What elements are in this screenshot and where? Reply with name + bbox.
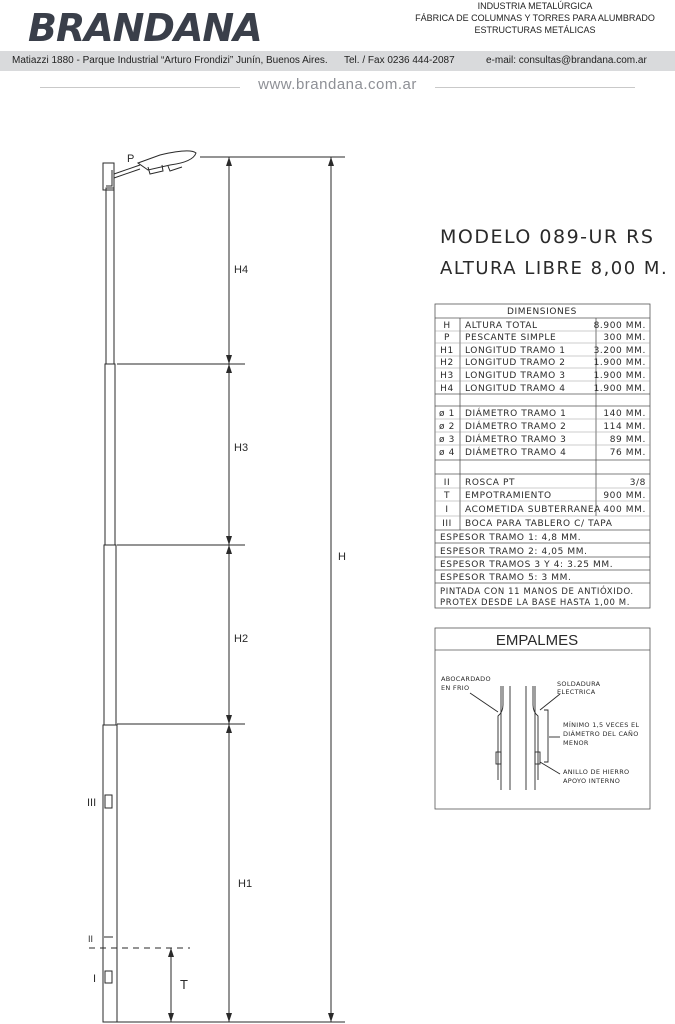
model-title: MODELO 089-UR RS bbox=[440, 226, 655, 248]
email-text: e-mail: consultas@brandana.com.ar bbox=[486, 55, 647, 66]
dimension-code: III bbox=[442, 519, 452, 529]
dimension-code: H2 bbox=[440, 358, 454, 368]
dimension-value: 1.900 MM. bbox=[593, 371, 646, 381]
anillo-label-1: ANILLO DE HIERRO bbox=[563, 768, 630, 776]
website-text: www.brandana.com.ar bbox=[258, 76, 417, 93]
dimension-code: H4 bbox=[440, 384, 454, 394]
dimension-value: 1.900 MM. bbox=[593, 384, 646, 394]
dimension-code: T bbox=[443, 491, 451, 501]
dimension-description: PESCANTE SIMPLE bbox=[465, 333, 557, 343]
dimension-description: ALTURA TOTAL bbox=[465, 321, 538, 331]
dimension-value: 89 MM. bbox=[609, 435, 646, 445]
door-i-marker bbox=[105, 971, 112, 983]
luminaire bbox=[138, 151, 196, 170]
dimension-code: H bbox=[443, 321, 451, 331]
dimension-description: DIÁMETRO TRAMO 3 bbox=[465, 435, 567, 445]
brand-logo: BRANDANA bbox=[28, 6, 262, 50]
empalmes-title: EMPALMES bbox=[495, 632, 579, 649]
thickness-note: ESPESOR TRAMOS 3 Y 4: 3.25 MM. bbox=[440, 560, 614, 570]
dimension-description: ROSCA PT bbox=[465, 478, 516, 488]
anillo-label-2: APOYO INTERNO bbox=[563, 777, 621, 785]
dimension-value: 1.900 MM. bbox=[593, 358, 646, 368]
minimo-label-3: MENOR bbox=[563, 739, 589, 747]
model-height: ALTURA LIBRE 8,00 M. bbox=[440, 258, 669, 279]
company-line-2: FÁBRICA DE COLUMNAS Y TORRES PARA ALUMBRADO bbox=[415, 13, 655, 23]
dimension-code: ø 4 bbox=[439, 448, 455, 458]
pole-section-2 bbox=[104, 545, 116, 725]
dimension-value: 8.900 MM. bbox=[593, 321, 646, 331]
label-h: H bbox=[338, 551, 346, 563]
dimension-code: II bbox=[443, 478, 451, 488]
bracket-joint bbox=[106, 170, 112, 186]
thickness-note: ESPESOR TRAMO 1: 4,8 MM. bbox=[440, 533, 582, 543]
dimension-description: EMPOTRAMIENTO bbox=[465, 491, 552, 501]
address-text: Matiazzi 1880 - Parque Industrial “Arturo Frondizi” Junín, Buenos Aires. bbox=[12, 55, 328, 66]
dimension-value: 3.200 MM. bbox=[593, 346, 646, 356]
dimension-code: P bbox=[443, 333, 451, 343]
abocardado-label-1: ABOCARDADO bbox=[441, 675, 491, 683]
label-t: T bbox=[180, 977, 188, 992]
dimension-value: 76 MM. bbox=[609, 448, 646, 458]
dimension-code: ø 1 bbox=[439, 409, 455, 419]
label-p: P bbox=[127, 153, 135, 165]
label-iii: III bbox=[87, 797, 97, 809]
dimension-value: 3/8 bbox=[629, 478, 646, 488]
dimension-value: 400 MM. bbox=[603, 505, 646, 515]
dimension-description: DIÁMETRO TRAMO 4 bbox=[465, 448, 567, 458]
dimension-value: 140 MM. bbox=[603, 409, 646, 419]
pole-section-3 bbox=[105, 364, 115, 545]
dimension-description: LONGITUD TRAMO 4 bbox=[465, 384, 566, 394]
dimension-description: LONGITUD TRAMO 3 bbox=[465, 371, 566, 381]
dimension-code: I bbox=[445, 505, 449, 515]
soldadura-label-2: ELECTRICA bbox=[557, 688, 596, 696]
bracket-arm bbox=[114, 165, 140, 174]
minimo-label-2: DIÁMETRO DEL CAÑO bbox=[563, 730, 639, 738]
label-i: I bbox=[93, 973, 97, 985]
dimension-value: 300 MM. bbox=[603, 333, 646, 343]
paint-note-2: PROTEX DESDE LA BASE HASTA 1,00 M. bbox=[440, 598, 631, 608]
empalme-detail-drawing bbox=[470, 686, 560, 790]
dimensions-header: DIMENSIONES bbox=[507, 307, 577, 317]
soldadura-label-1: SOLDADURA bbox=[557, 680, 601, 688]
thickness-note: ESPESOR TRAMO 2: 4,05 MM. bbox=[440, 547, 588, 557]
dimension-code: H1 bbox=[440, 346, 454, 356]
company-line-3: ESTRUCTURAS METÁLICAS bbox=[474, 25, 596, 35]
dimension-description: LONGITUD TRAMO 2 bbox=[465, 358, 566, 368]
paint-note-1: PINTADA CON 11 MANOS DE ANTIÓXIDO. bbox=[440, 587, 634, 597]
label-h3: H3 bbox=[234, 442, 249, 454]
abocardado-label-2: EN FRIO bbox=[441, 684, 470, 692]
thickness-note: ESPESOR TRAMO 5: 3 MM. bbox=[440, 573, 572, 583]
dimension-code: ø 2 bbox=[439, 422, 455, 432]
pole-section-4 bbox=[106, 188, 114, 364]
company-line-1: INDUSTRIA METALÚRGICA bbox=[477, 1, 593, 11]
dimension-code: ø 3 bbox=[439, 435, 455, 445]
dimension-value: 114 MM. bbox=[603, 422, 646, 432]
dimension-code: H3 bbox=[440, 371, 454, 381]
label-ii: II bbox=[88, 934, 94, 944]
dimension-description: ACOMETIDA SUBTERRANEA bbox=[465, 505, 601, 515]
dimension-value: 900 MM. bbox=[603, 491, 646, 501]
dimension-description: DIÁMETRO TRAMO 1 bbox=[465, 409, 567, 419]
dimension-description: LONGITUD TRAMO 1 bbox=[465, 346, 566, 356]
door-iii-marker bbox=[105, 795, 112, 808]
label-h4: H4 bbox=[234, 264, 249, 276]
phone-text: Tel. / Fax 0236 444-2087 bbox=[344, 55, 455, 66]
label-h1: H1 bbox=[238, 878, 253, 890]
label-h2: H2 bbox=[234, 633, 249, 645]
dimension-description: DIÁMETRO TRAMO 2 bbox=[465, 422, 567, 432]
dimension-description: BOCA PARA TABLERO C/ TAPA bbox=[465, 519, 613, 529]
minimo-label-1: MÍNIMO 1,5 VECES EL bbox=[563, 721, 640, 729]
